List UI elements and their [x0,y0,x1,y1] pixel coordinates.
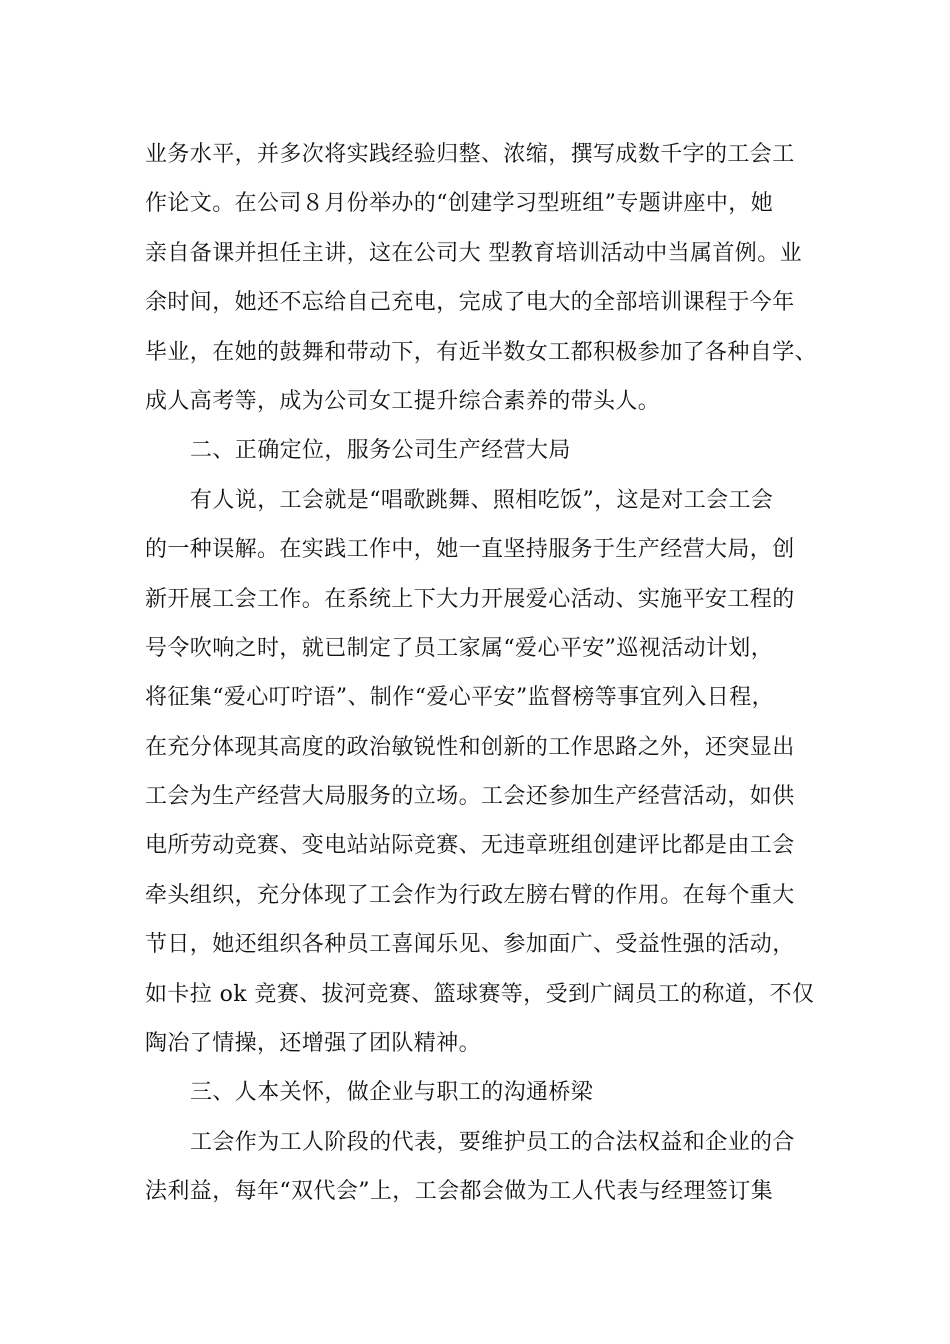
text-line: 毕业，在她的鼓舞和带动下，有近半数女工都积极参加了各种自学、 [145,339,818,365]
text-line: 作论文。在公司８月份举办的“创建学习型班组”专题讲座中，她 [145,191,774,217]
text-line: 在充分体现其高度的政治敏锐性和创新的工作思路之外，还突显出 [145,734,795,760]
text-line: 新开展工会工作。在系统上下大力开展爱心活动、实施平安工程的 [145,586,795,612]
text-line: 法利益，每年“双代会”上，工会都会做为工人代表与经理签订集 [145,1179,774,1205]
text-line: 号令吹响之时，就已制定了员工家属“爱心平安”巡视活动计划， [145,635,774,661]
text-line: 的一种误解。在实践工作中，她一直坚持服务于生产经营大局，创 [145,537,795,563]
text-line: 节日，她还组织各种员工喜闻乐见、参加面广、受益性强的活动， [145,932,795,958]
body-text [145,130,835,1217]
text-line: 将征集“爱心叮咛语”、制作“爱心平安”监督榜等事宜列入日程， [145,685,774,711]
text-line: 余时间，她还不忘给自己充电，完成了电大的全部培训课程于今年 [145,290,795,316]
text-line: 成人高考等，成为公司女工提升综合素养的带头人。 [145,388,661,414]
text-line: 亲自备课并担任主讲，这在公司大 型教育培训活动中当属首例。业 [145,240,802,266]
text-line: 有人说，工会就是“唱歌跳舞、照相吃饭”，这是对工会工会 [190,487,774,513]
text-line: 陶冶了情操，还增强了团队精神。 [145,1031,482,1057]
section-heading: 三、人本关怀，做企业与职工的沟通桥梁 [190,1080,594,1106]
text-line: 电所劳动竞赛、变电站站际竞赛、无违章班组创建评比都是由工会 [145,833,795,859]
section-heading: 二、正确定位，服务公司生产经营大局 [190,438,571,464]
text-line: 如卡拉 ok 竞赛、拔河竞赛、篮球赛等，受到广阔员工的称道，不仅 [145,981,815,1007]
text-line: 牵头组织，充分体现了工会作为行政左膀右臂的作用。在每个重大 [145,882,795,908]
text-line: 工会作为工人阶段的代表，要维护员工的合法权益和企业的合 [190,1129,795,1155]
text-line: 业务水平，并多次将实践经验归整、浓缩，撰写成数千字的工会工 [145,142,795,167]
text-line: 工会为生产经营大局服务的立场。工会还参加生产经营活动，如供 [145,784,795,810]
